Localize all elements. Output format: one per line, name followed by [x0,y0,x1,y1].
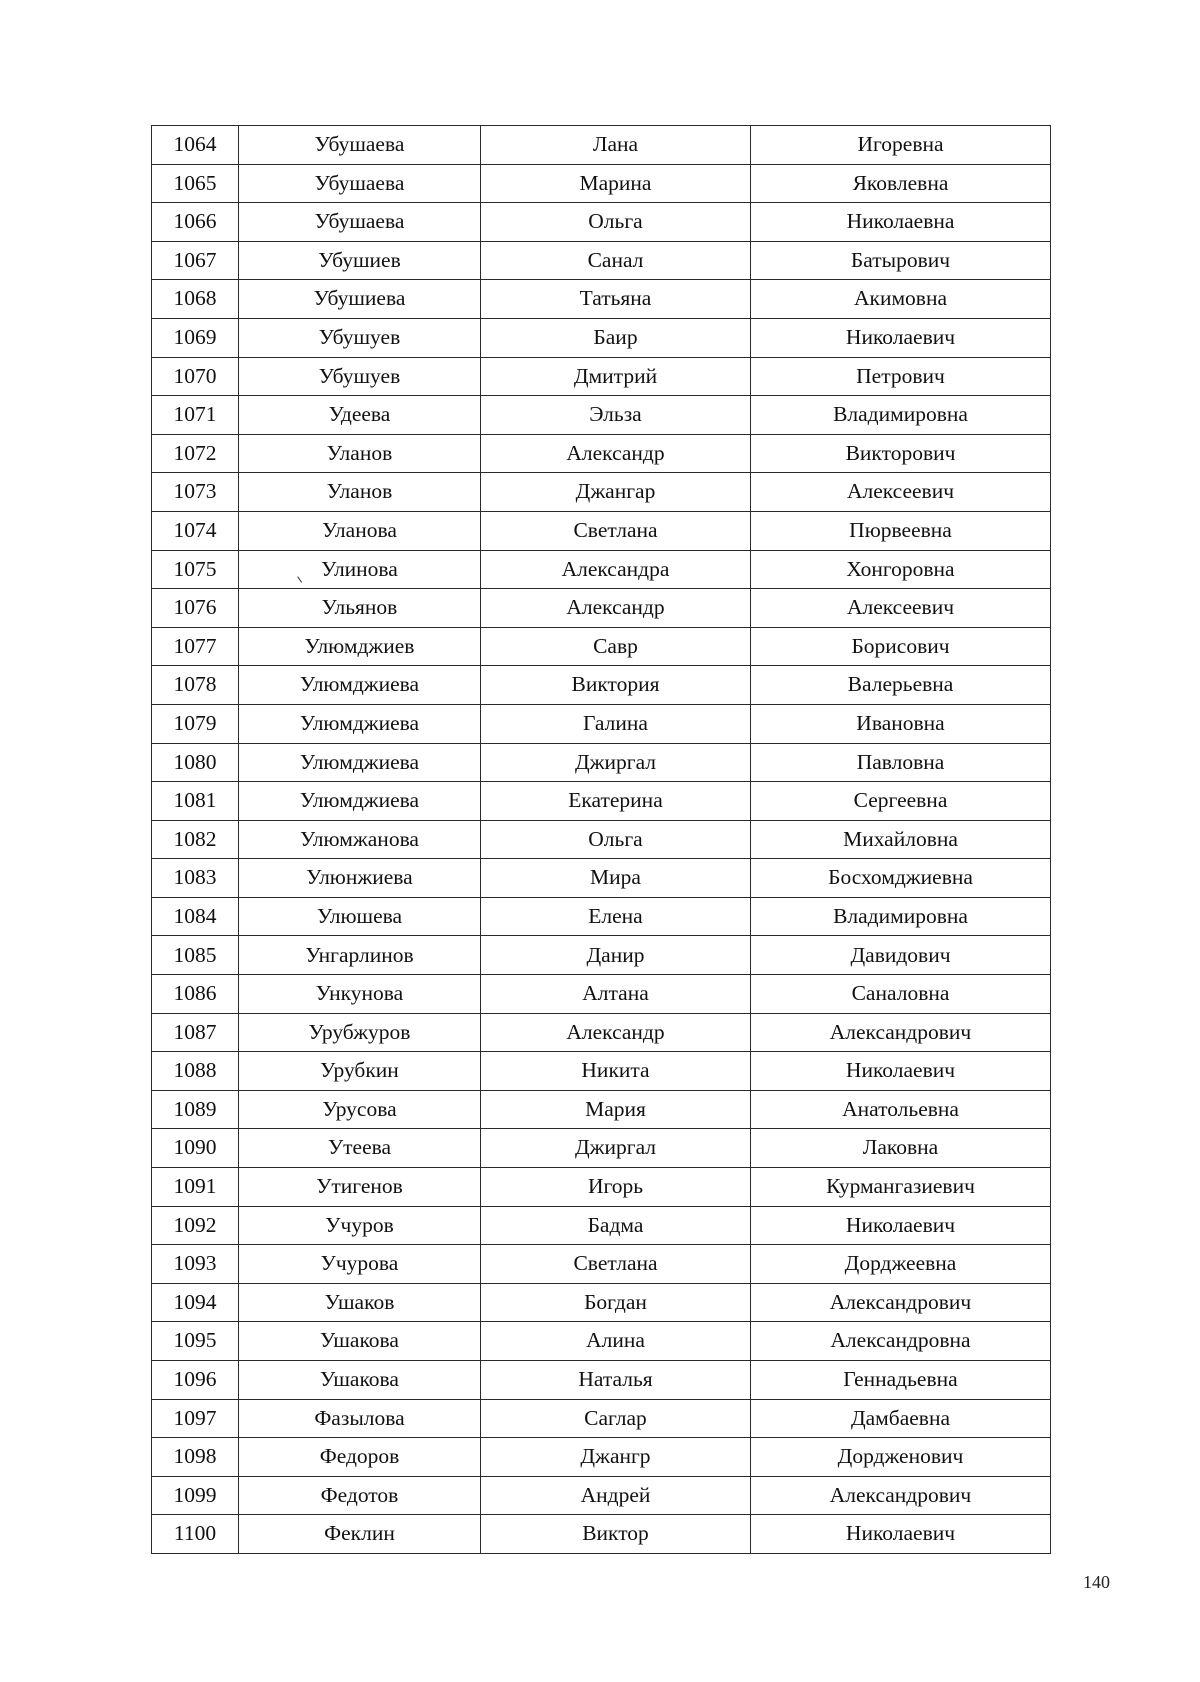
table-row [152,1245,1051,1284]
table-row [152,357,1051,396]
patronymic-cell: Дордженович [751,1438,1051,1477]
row-number-cell: 1097 [152,1399,239,1438]
table-row [152,1476,1051,1515]
row-number-cell: 1067 [152,241,239,280]
first-name-cell: Мира [481,859,751,898]
table-row [152,975,1051,1014]
first-name-cell: Игорь [481,1168,751,1207]
row-number-cell: 1068 [152,280,239,319]
row-number-cell: 1096 [152,1361,239,1400]
patronymic-cell: Михайловна [751,820,1051,859]
row-number-cell: 1075 [152,550,239,589]
first-name-cell: Виктория [481,666,751,705]
last-name-cell: Феклин [239,1515,481,1554]
last-name-cell: Улюмжанова [239,820,481,859]
first-name-cell: Джиргал [481,1129,751,1168]
last-name-cell: Убушаева [239,126,481,165]
row-number-cell: 1084 [152,897,239,936]
table-row [152,241,1051,280]
first-name-cell: Эльза [481,396,751,435]
row-number-cell: 1074 [152,511,239,550]
patronymic-cell: Ивановна [751,704,1051,743]
table-row [152,743,1051,782]
table-row [152,1168,1051,1207]
row-number-cell: 1082 [152,820,239,859]
table-row [152,897,1051,936]
first-name-cell: Галина [481,704,751,743]
first-name-cell: Алтана [481,975,751,1014]
patronymic-cell: Валерьевна [751,666,1051,705]
first-name-cell: Екатерина [481,782,751,821]
last-name-cell: Урубкин [239,1052,481,1091]
first-name-cell: Светлана [481,1245,751,1284]
table-row [152,936,1051,975]
last-name-cell: Улюмджиева [239,743,481,782]
row-number-cell: 1072 [152,434,239,473]
row-number-cell: 1065 [152,164,239,203]
patronymic-cell: Саналовна [751,975,1051,1014]
row-number-cell: 1098 [152,1438,239,1477]
row-number-cell: 1064 [152,126,239,165]
table-row [152,589,1051,628]
row-number-cell: 1081 [152,782,239,821]
last-name-cell: Урусова [239,1090,481,1129]
patronymic-cell: Дамбаевна [751,1399,1051,1438]
last-name-cell: Убушиева [239,280,481,319]
last-name-cell: Учурова [239,1245,481,1284]
patronymic-cell: Геннадьевна [751,1361,1051,1400]
table-row [152,126,1051,165]
first-name-cell: Наталья [481,1361,751,1400]
last-name-cell: Урубжуров [239,1013,481,1052]
first-name-cell: Виктор [481,1515,751,1554]
row-number-cell: 1083 [152,859,239,898]
patronymic-cell: Игоревна [751,126,1051,165]
last-name-cell: Ушаков [239,1283,481,1322]
table-row [152,1013,1051,1052]
last-name-cell: Ушакова [239,1361,481,1400]
table-row [152,1129,1051,1168]
table-row [152,782,1051,821]
table-row [152,434,1051,473]
last-name-cell: Унгарлинов [239,936,481,975]
table-row [152,550,1051,589]
table-row [152,859,1051,898]
row-number-cell: 1070 [152,357,239,396]
patronymic-cell: Анатольевна [751,1090,1051,1129]
patronymic-cell: Александрович [751,1283,1051,1322]
table-row [152,1206,1051,1245]
row-number-cell: 1086 [152,975,239,1014]
row-number-cell: 1100 [152,1515,239,1554]
patronymic-cell: Николаевич [751,1515,1051,1554]
patronymic-cell: Курмангазиевич [751,1168,1051,1207]
first-name-cell: Александр [481,589,751,628]
row-number-cell: 1078 [152,666,239,705]
patronymic-cell: Николаевна [751,203,1051,242]
patronymic-cell: Алексеевич [751,473,1051,512]
last-name-cell: Улюмджиева [239,666,481,705]
table-row [152,820,1051,859]
row-number-cell: 1093 [152,1245,239,1284]
last-name-cell: Уланова [239,511,481,550]
table-row [152,1322,1051,1361]
row-number-cell: 1095 [152,1322,239,1361]
table-row [152,627,1051,666]
row-number-cell: 1080 [152,743,239,782]
last-name-cell: Утигенов [239,1168,481,1207]
patronymic-cell: Викторович [751,434,1051,473]
first-name-cell: Лана [481,126,751,165]
first-name-cell: Дмитрий [481,357,751,396]
first-name-cell: Андрей [481,1476,751,1515]
row-number-cell: 1085 [152,936,239,975]
row-number-cell: 1079 [152,704,239,743]
first-name-cell: Александр [481,434,751,473]
patronymic-cell: Владимировна [751,396,1051,435]
row-number-cell: 1092 [152,1206,239,1245]
last-name-cell: Убушиев [239,241,481,280]
first-name-cell: Ольга [481,820,751,859]
row-number-cell: 1077 [152,627,239,666]
patronymic-cell: Николаевич [751,1206,1051,1245]
first-name-cell: Марина [481,164,751,203]
table-row [152,473,1051,512]
last-name-cell: Уланов [239,473,481,512]
table-row [152,704,1051,743]
table-row [152,666,1051,705]
first-name-cell: Баир [481,318,751,357]
last-name-cell: Улюшева [239,897,481,936]
first-name-cell: Бадма [481,1206,751,1245]
first-name-cell: Татьяна [481,280,751,319]
first-name-cell: Саглар [481,1399,751,1438]
row-number-cell: 1091 [152,1168,239,1207]
row-number-cell: 1090 [152,1129,239,1168]
patronymic-cell: Яковлевна [751,164,1051,203]
table-row [152,1515,1051,1554]
names-table [151,125,1051,1554]
last-name-cell: Уланов [239,434,481,473]
patronymic-cell: Александрович [751,1476,1051,1515]
last-name-cell: Убушаева [239,164,481,203]
table-row [152,396,1051,435]
last-name-cell: Учуров [239,1206,481,1245]
first-name-cell: Светлана [481,511,751,550]
patronymic-cell: Лаковна [751,1129,1051,1168]
row-number-cell: 1087 [152,1013,239,1052]
first-name-cell: Данир [481,936,751,975]
first-name-cell: Джиргал [481,743,751,782]
last-name-cell: Убушуев [239,357,481,396]
patronymic-cell: Сергеевна [751,782,1051,821]
last-name-cell: Ункунова [239,975,481,1014]
row-number-cell: 1099 [152,1476,239,1515]
patronymic-cell: Павловна [751,743,1051,782]
first-name-cell: Савр [481,627,751,666]
last-name-cell: Убушуев [239,318,481,357]
patronymic-cell: Пюрвеевна [751,511,1051,550]
first-name-cell: Ольга [481,203,751,242]
patronymic-cell: Александровна [751,1322,1051,1361]
row-number-cell: 1073 [152,473,239,512]
last-name-cell: Улюмджиев [239,627,481,666]
first-name-cell: Джангар [481,473,751,512]
table-row [152,1090,1051,1129]
row-number-cell: 1069 [152,318,239,357]
last-name-cell: Федотов [239,1476,481,1515]
last-name-cell: Фазылова [239,1399,481,1438]
last-name-cell: Удеева [239,396,481,435]
patronymic-cell: Владимировна [751,897,1051,936]
first-name-cell: Джангр [481,1438,751,1477]
row-number-cell: 1088 [152,1052,239,1091]
page-number: 140 [1083,1572,1110,1592]
table-row [152,203,1051,242]
patronymic-cell: Борисович [751,627,1051,666]
names-table-body [152,126,1051,1554]
first-name-cell: Александра [481,550,751,589]
first-name-cell: Мария [481,1090,751,1129]
patronymic-cell: Босхомджиевна [751,859,1051,898]
table-row [152,1399,1051,1438]
first-name-cell: Санал [481,241,751,280]
row-number-cell: 1066 [152,203,239,242]
patronymic-cell: Алексеевич [751,589,1051,628]
first-name-cell: Алина [481,1322,751,1361]
table-row [152,511,1051,550]
last-name-cell: Улюмджиева [239,704,481,743]
patronymic-cell: Александрович [751,1013,1051,1052]
table-row [152,1438,1051,1477]
last-name-cell: Ульянов [239,589,481,628]
table-row [152,1361,1051,1400]
first-name-cell: Александр [481,1013,751,1052]
patronymic-cell: Петрович [751,357,1051,396]
patronymic-cell: Батырович [751,241,1051,280]
table-row [152,318,1051,357]
patronymic-cell: Давидович [751,936,1051,975]
row-number-cell: 1089 [152,1090,239,1129]
last-name-cell: Улюнжиева [239,859,481,898]
last-name-cell: Ушакова [239,1322,481,1361]
first-name-cell: Елена [481,897,751,936]
patronymic-cell: Дорджеевна [751,1245,1051,1284]
table-row [152,1283,1051,1322]
last-name-cell: Утеева [239,1129,481,1168]
patronymic-cell: Акимовна [751,280,1051,319]
last-name-cell: Убушаева [239,203,481,242]
first-name-cell: Никита [481,1052,751,1091]
last-name-cell: Улинова [239,550,481,589]
row-number-cell: 1071 [152,396,239,435]
patronymic-cell: Николаевич [751,318,1051,357]
table-row [152,164,1051,203]
last-name-cell: Федоров [239,1438,481,1477]
row-number-cell: 1094 [152,1283,239,1322]
table-row [152,280,1051,319]
patronymic-cell: Хонгоровна [751,550,1051,589]
last-name-cell: Улюмджиева [239,782,481,821]
patronymic-cell: Николаевич [751,1052,1051,1091]
table-row [152,1052,1051,1091]
first-name-cell: Богдан [481,1283,751,1322]
row-number-cell: 1076 [152,589,239,628]
